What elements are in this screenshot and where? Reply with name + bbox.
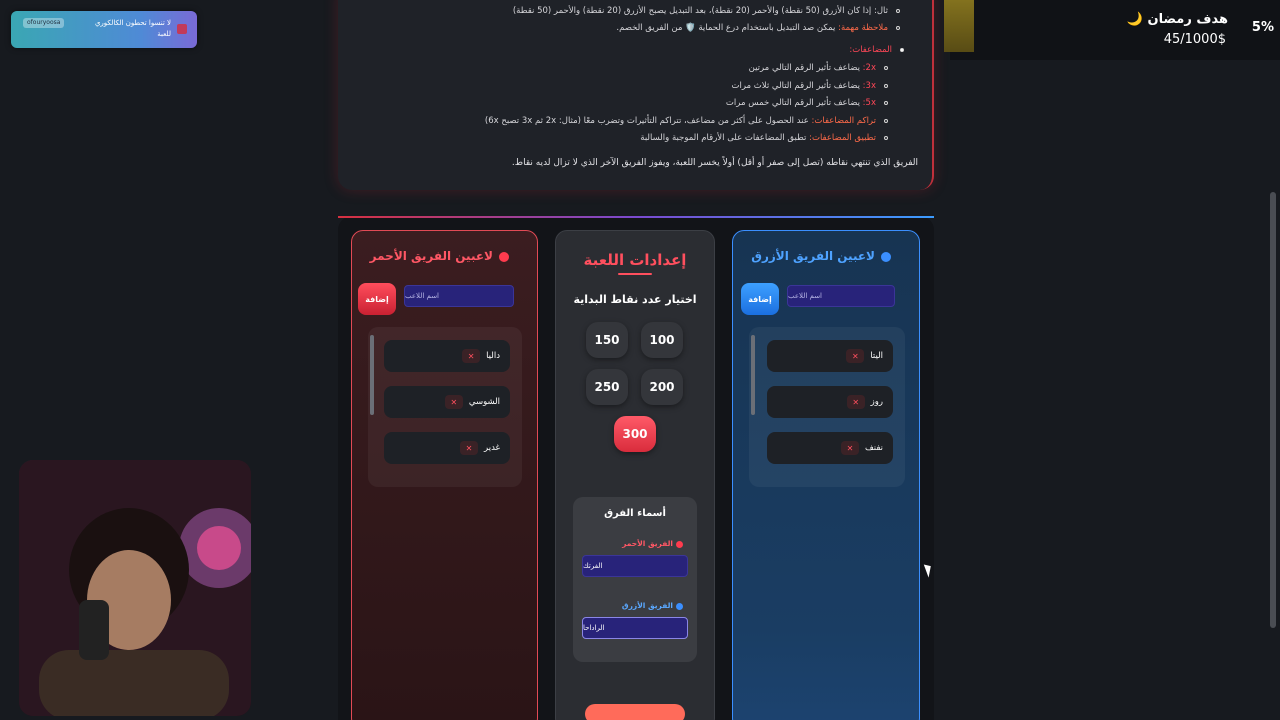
multipliers-title-text: المضاعفات: — [849, 45, 892, 55]
blue-player-item-1 — [767, 340, 893, 372]
red-dot-icon — [676, 541, 683, 548]
blue-name-label-text: الفريق الأزرق — [621, 601, 673, 610]
goal-title — [1127, 12, 1228, 27]
blue-player-name-input[interactable]: اسم اللاعب — [787, 285, 895, 307]
points-option-150[interactable]: 150 — [586, 322, 628, 358]
rules-multiplier-stack — [485, 116, 888, 126]
rules-card — [338, 0, 934, 190]
blue-add-player-button[interactable]: إضافة — [741, 283, 779, 315]
rules-note-text: يمكن صد التبديل باستخدام درع الحماية 🛡️ من الفريق الخصم. — [616, 23, 836, 33]
notification-line-1: لا تنسوا تحطون الكالكوري — [94, 19, 171, 27]
rules-multipliers-title — [849, 45, 904, 55]
player-name: اليتا — [870, 351, 883, 361]
webcam-image — [19, 460, 251, 716]
red-player-item-3 — [384, 432, 510, 464]
blue-dot-icon — [676, 603, 683, 610]
points-option-300[interactable]: 300 — [614, 416, 656, 452]
multiplier-desc: يضاعف تأثير الرقم التالي خمس مرات — [725, 98, 860, 108]
goal-progress-fill — [944, 0, 974, 52]
player-name: الشوسي — [468, 397, 500, 407]
goal-title-text: هدف رمضان — [1147, 12, 1228, 27]
multiplier-key: تراكم المضاعفات: — [811, 116, 876, 126]
points-option-200[interactable]: 200 — [641, 369, 683, 405]
team-names-title: أسماء الفرق — [604, 508, 666, 519]
stream-notification — [11, 11, 197, 48]
blue-list-scrollbar[interactable] — [751, 335, 755, 415]
player-name: روز — [870, 397, 883, 407]
points-option-100[interactable]: 100 — [641, 322, 683, 358]
remove-player-button[interactable]: ✕ — [460, 441, 478, 455]
multiplier-key: تطبيق المضاعفات: — [809, 133, 876, 143]
blue-team-title: لاعبين الفريق الأزرق — [751, 249, 875, 263]
multiplier-key: 2x: — [862, 63, 876, 73]
remove-player-button[interactable]: ✕ — [445, 395, 463, 409]
team-names-section — [573, 497, 697, 662]
settings-title: إعدادات اللعبة — [583, 251, 687, 269]
rules-multiplier-2x — [749, 63, 888, 73]
multiplier-desc: يضاعف تأثير الرقم التالي ثلاث مرات — [731, 81, 860, 91]
red-list-scrollbar[interactable] — [370, 335, 374, 415]
player-name: غدير — [484, 443, 500, 453]
rules-multiplier-apply — [640, 133, 888, 143]
notification-line-2: للعبة — [157, 30, 171, 38]
multiplier-key: 3x: — [862, 81, 876, 91]
red-player-name-input[interactable]: اسم اللاعب — [404, 285, 514, 307]
player-name: نفنف — [864, 443, 883, 453]
red-player-item-2 — [384, 386, 510, 418]
donation-goal-widget — [950, 0, 1280, 60]
streamer-webcam — [19, 460, 251, 716]
blue-player-item-2 — [767, 386, 893, 418]
rules-line-example — [513, 6, 900, 16]
blue-team-name-input[interactable]: الراداحا — [582, 617, 688, 639]
blue-team-header — [751, 249, 891, 263]
remove-player-button[interactable]: ✕ — [846, 349, 864, 363]
rules-example-text: ثال: إذا كان الأزرق (50 نقطة) والأحمر (20 نقطة)، بعد التبديل يصبح الأزرق (20 نقطة) والأحمر (50 نقطة) — [512, 6, 888, 16]
multiplier-desc: عند الحصول على أكثر من مضاعف، تتراكم التأثيرات وتضرب معًا (مثال: 2x ثم 3x تصبح 6x) — [484, 116, 809, 126]
blue-team-panel — [732, 230, 920, 720]
goal-percent: 5% — [1251, 20, 1274, 35]
notification-user-badge: ofouryoosa — [23, 18, 64, 28]
remove-player-button[interactable]: ✕ — [841, 441, 859, 455]
points-option-250[interactable]: 250 — [586, 369, 628, 405]
page-scrollbar[interactable] — [1270, 192, 1276, 628]
multiplier-key: 5x: — [862, 98, 876, 108]
megaphone-icon — [177, 24, 187, 34]
notification-text — [95, 18, 171, 40]
multiplier-desc: يضاعف تأثير الرقم التالي مرتين — [748, 63, 860, 73]
blue-team-name-label — [622, 601, 683, 610]
rules-final-text: الفريق الذي تنتهي نقاطه (تصل إلى صفر أو أقل) أولاً يخسر اللعبة، ويفوز الفريق الآخر الذي لا تزال لديه نقاط. — [511, 158, 918, 168]
blue-dot-icon — [881, 252, 891, 262]
red-team-title: لاعبين الفريق الأحمر — [369, 249, 493, 263]
red-add-player-button[interactable]: إضافة — [358, 283, 396, 315]
moon-icon: 🌙 — [1126, 12, 1143, 27]
rules-note-label: ملاحظة مهمة: — [838, 23, 888, 33]
red-name-label-text: الفريق الأحمر — [622, 539, 673, 548]
remove-player-button[interactable]: ✕ — [847, 395, 865, 409]
multiplier-desc: تطبق المضاعفات على الأرقام الموجبة والسالبة — [640, 133, 807, 143]
start-points-label: اختيار عدد نقاط البداية — [573, 293, 697, 306]
red-dot-icon — [499, 252, 509, 262]
rules-multiplier-5x — [726, 98, 888, 108]
start-game-button[interactable] — [585, 704, 685, 720]
blue-player-item-3 — [767, 432, 893, 464]
red-player-item-1 — [384, 340, 510, 372]
player-name: داليا — [486, 351, 500, 361]
red-team-panel — [351, 230, 538, 720]
red-team-name-label — [622, 539, 683, 548]
rules-line-note — [616, 23, 900, 33]
remove-player-button[interactable]: ✕ — [462, 349, 480, 363]
goal-amount: 45/1000$ — [1163, 32, 1226, 47]
rules-multiplier-3x — [731, 81, 888, 91]
settings-title-underline — [618, 273, 652, 275]
red-team-name-input[interactable]: الفرتك — [582, 555, 688, 577]
red-team-header — [370, 249, 509, 263]
